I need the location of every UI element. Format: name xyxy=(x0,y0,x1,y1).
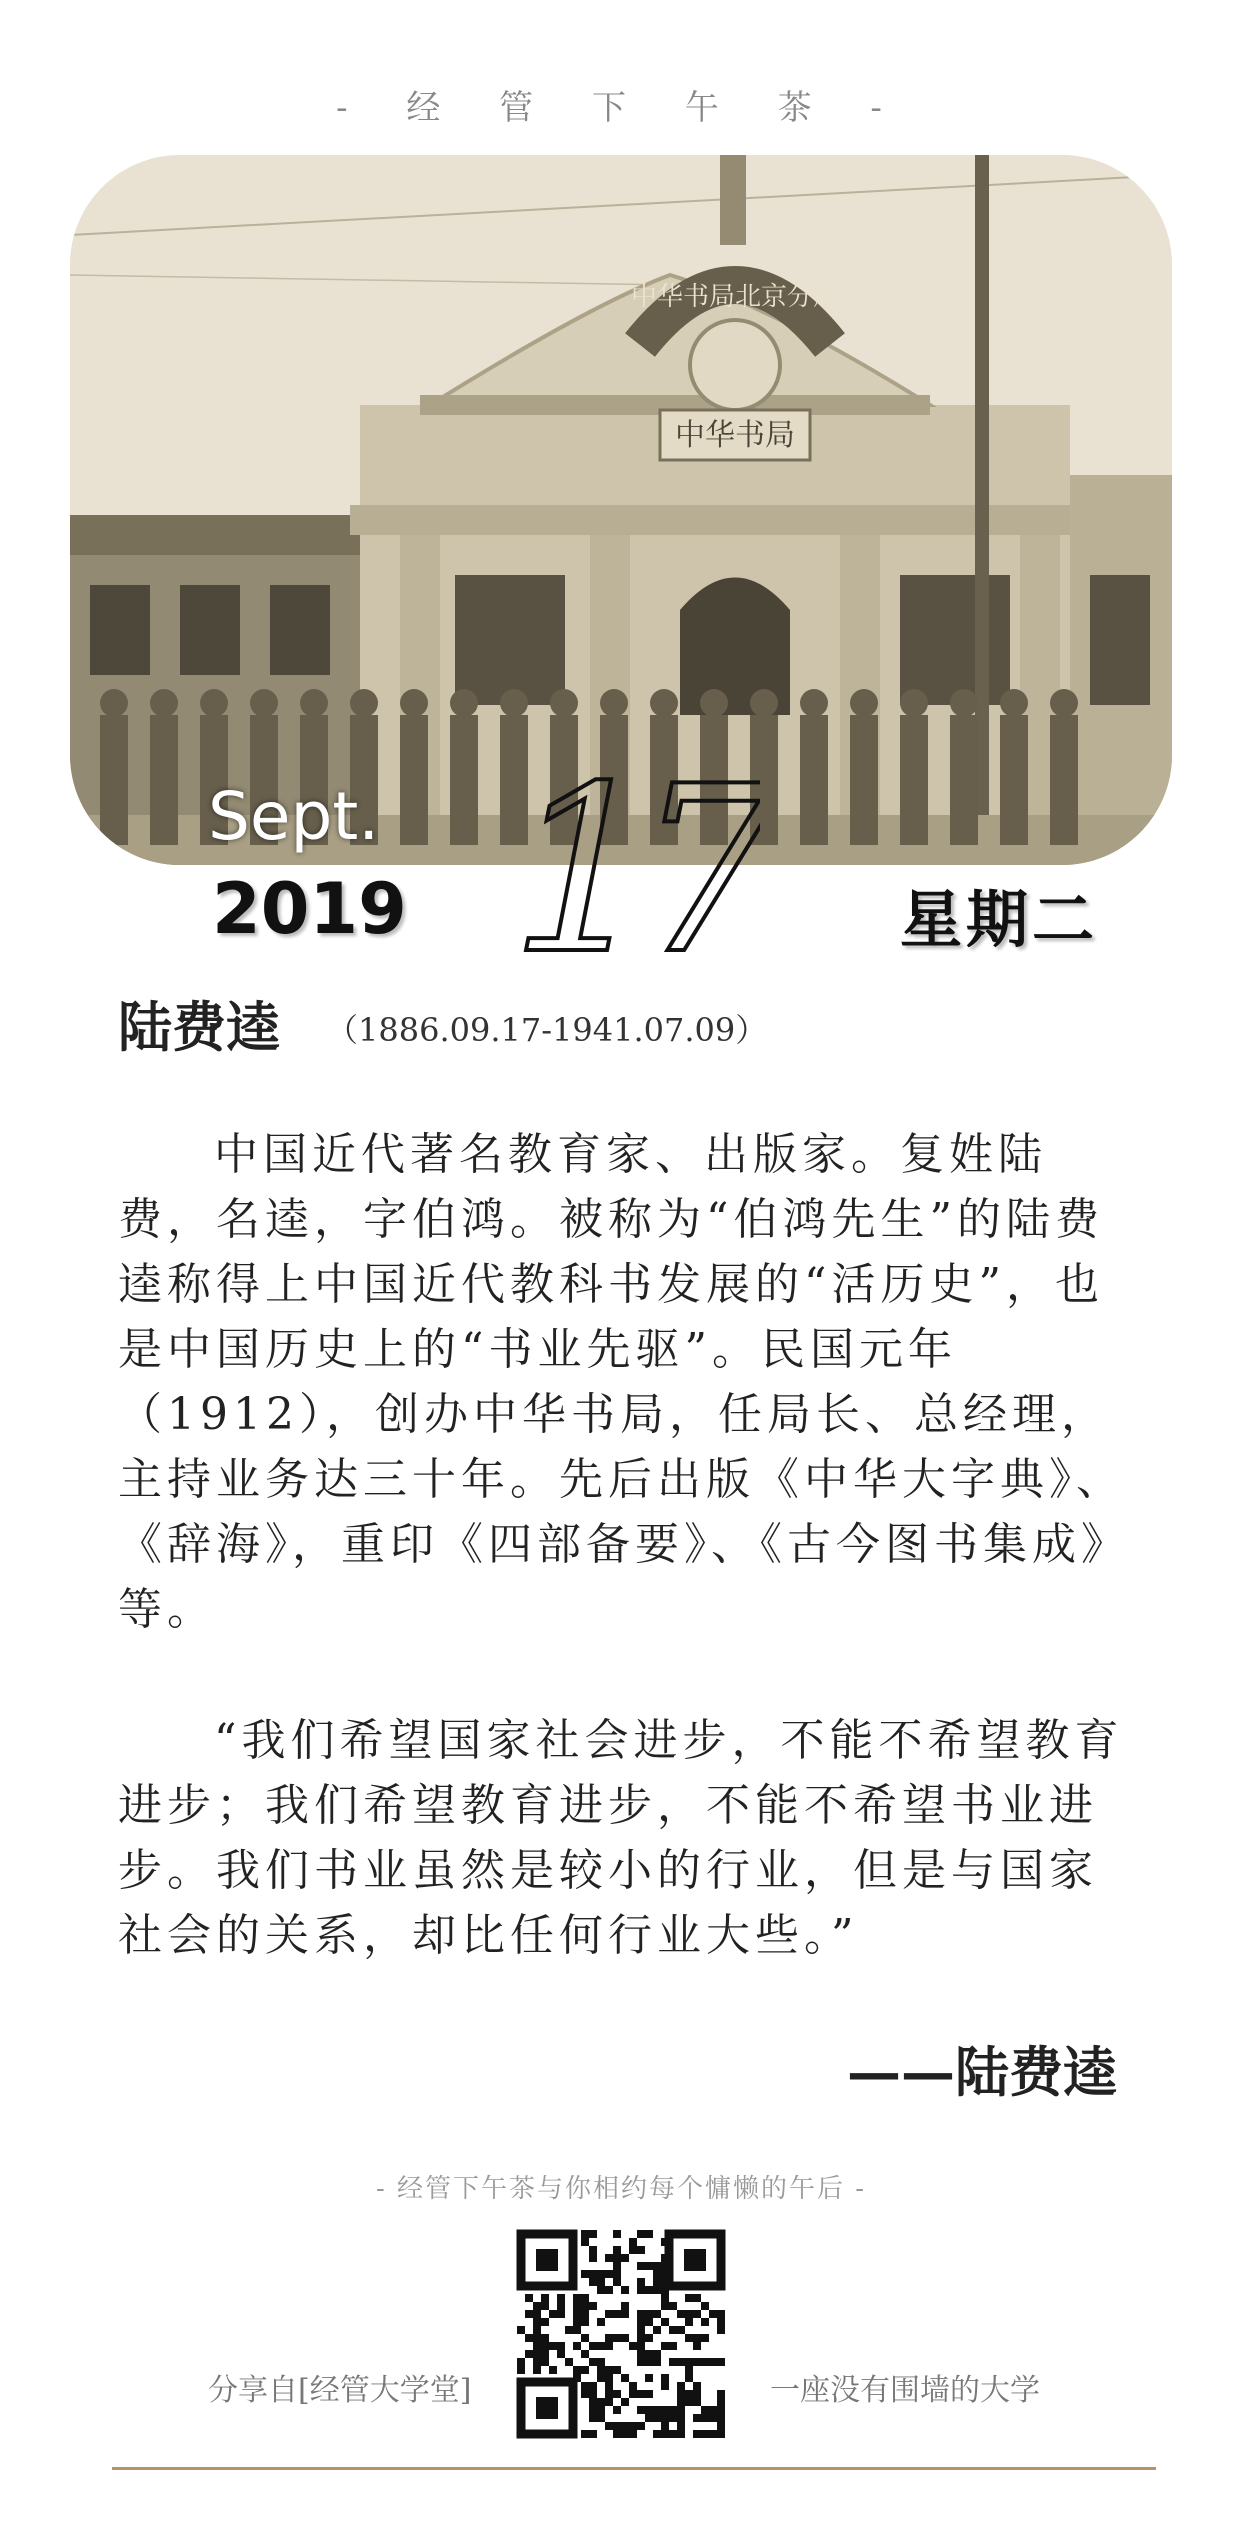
date-day xyxy=(500,760,760,984)
bottom-divider xyxy=(112,2467,1156,2470)
page-header-title: - 经 管 下 午 茶 - xyxy=(336,88,906,128)
historic-building-photo xyxy=(70,155,1172,865)
person-dates: （1886.09.17-1941.07.09） xyxy=(326,1011,768,1049)
quote-paragraph: “我们希望国家社会进步，不能不希望教育进步；我们希望教育进步，不能不希望书业进步。我们书业虽然是较小的行业，但是与国家社会的关系，却比任何行业大些。” xyxy=(118,1715,1124,1961)
footer-motto: 一座没有围墙的大学 xyxy=(770,2373,1040,2408)
qr-code-icon[interactable] xyxy=(515,2228,727,2440)
sign-top-text: 中华书局北京分局 xyxy=(630,282,840,312)
date-year: 2019 xyxy=(212,868,407,950)
date-month: Sept. xyxy=(208,778,380,855)
date-weekday: 星期二 xyxy=(900,883,1099,956)
footer-tagline: - 经管下午茶与你相约每个慵懒的午后 - xyxy=(375,2174,867,2204)
date-day-number: 17 xyxy=(510,760,760,980)
share-source: 分享自[经管大学堂] xyxy=(208,2373,472,2408)
bio-paragraph: 中国近代著名教育家、出版家。复姓陆费，名逵，字伯鸿。被称为“伯鸿先生”的陆费逵称得上中国近代教科书发展的“活历史”，也是中国历史上的“书业先驱”。民国元年（1912），创办中华书局，任局长、总经理，主持业务达三十年。先后出版《中华大字典》、《辞海》，重印《四部备要》、《古今图书集成》等。 xyxy=(118,1129,1130,1635)
sign-main-text: 中华书局 xyxy=(675,418,795,453)
person-name: 陆费逵 xyxy=(118,995,280,1059)
quote-signature: ——陆费逵 xyxy=(847,2040,1117,2104)
